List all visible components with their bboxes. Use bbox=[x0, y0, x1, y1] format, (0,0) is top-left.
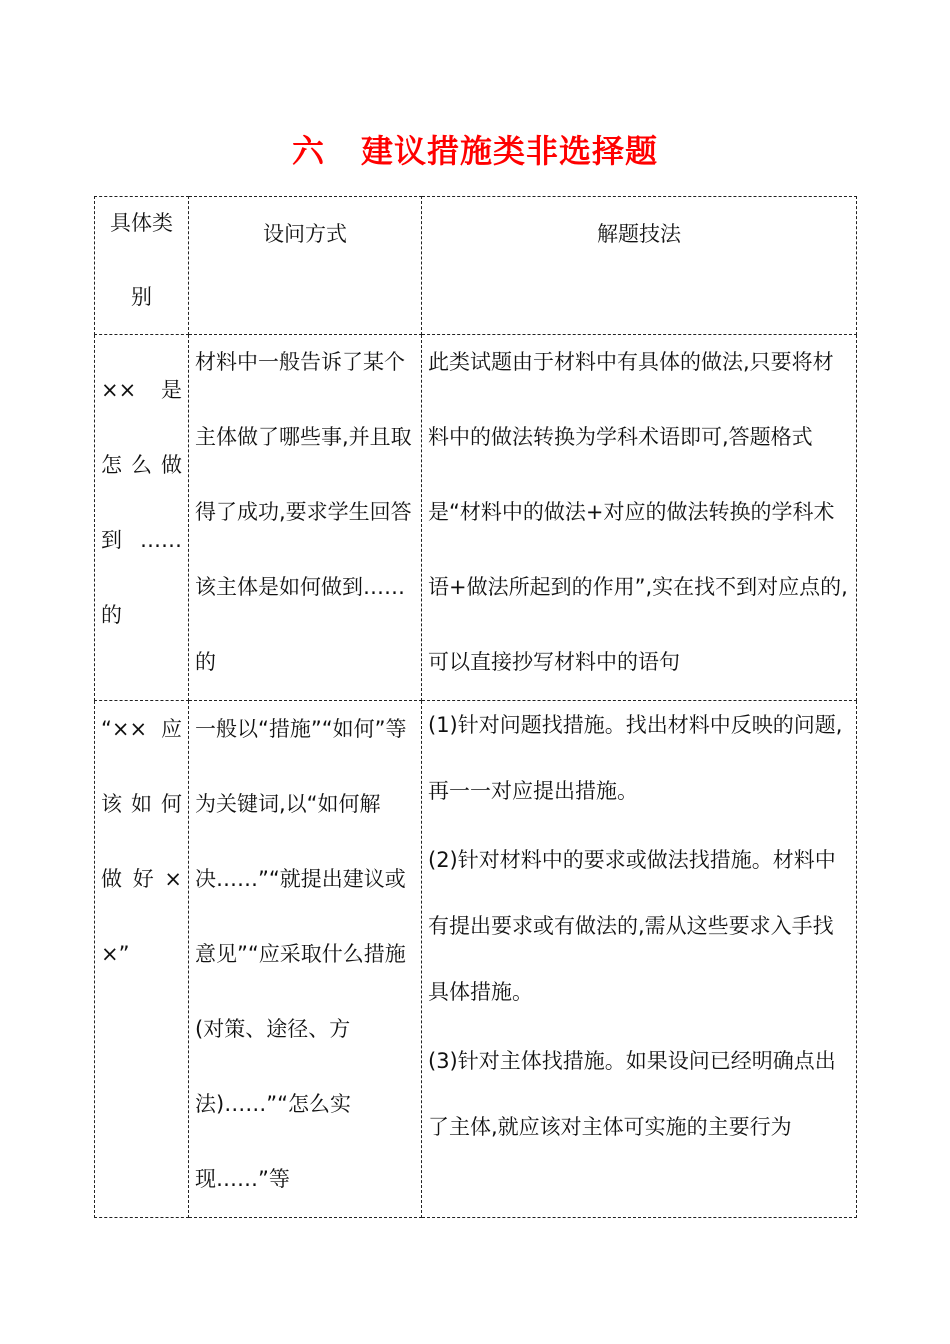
header-category-label: 具体类别 bbox=[110, 211, 173, 309]
table-row bbox=[95, 335, 857, 701]
technique-table bbox=[94, 196, 857, 1218]
row-technique-list bbox=[428, 692, 850, 1160]
technique-item: (3)针对主体找措施。如果设问已经明确点出了主体,就应该对主体可实施的主要行为 bbox=[428, 1049, 836, 1139]
technique-item: (2)针对材料中的要求或做法找措施。材料中有提出要求或有做法的,需从这些要求入手找具体措施。 bbox=[428, 848, 836, 1004]
row-question-style: 一般以“措施”“如何”等为关键词,以“如何解决……”“就提出建议或意见”“应采取什么措施(对策、途径、方法)……”“怎么实现……”等 bbox=[195, 717, 407, 1191]
table-row bbox=[95, 701, 857, 1218]
header-technique: 解题技法 bbox=[422, 197, 857, 335]
row-question-style-cell bbox=[189, 335, 422, 701]
row-category-cell bbox=[95, 701, 189, 1218]
row-category-cell bbox=[95, 335, 189, 701]
row-technique: 此类试题由于材料中有具体的做法,只要将材料中的做法转换为学科术语即可,答题格式是“材料中的做法+对应的做法转换的学科术语+做法所起到的作用”,实在找不到对应点的,可以直接抄写材料中的语句 bbox=[428, 350, 848, 674]
row-question-style: 材料中一般告诉了某个主体做了哪些事,并且取得了成功,要求学生回答该主体是如何做到……的 bbox=[195, 350, 412, 674]
section-title-text: 建议措施类非选择题 bbox=[361, 132, 659, 170]
row-category: ×× 是怎么做到……的 bbox=[101, 378, 182, 627]
section-number: 六 bbox=[291, 132, 325, 170]
header-category bbox=[95, 197, 189, 335]
row-question-style-cell bbox=[189, 701, 422, 1218]
header-question-style: 设问方式 bbox=[189, 197, 422, 335]
row-category: “××应该如何做好××” bbox=[101, 717, 182, 966]
row-technique-cell bbox=[422, 335, 857, 701]
technique-item: (1)针对问题找措施。找出材料中反映的问题,再一一对应提出措施。 bbox=[428, 713, 843, 803]
table-header-row bbox=[95, 197, 857, 335]
row-technique-cell bbox=[422, 701, 857, 1218]
page-title bbox=[0, 126, 950, 176]
